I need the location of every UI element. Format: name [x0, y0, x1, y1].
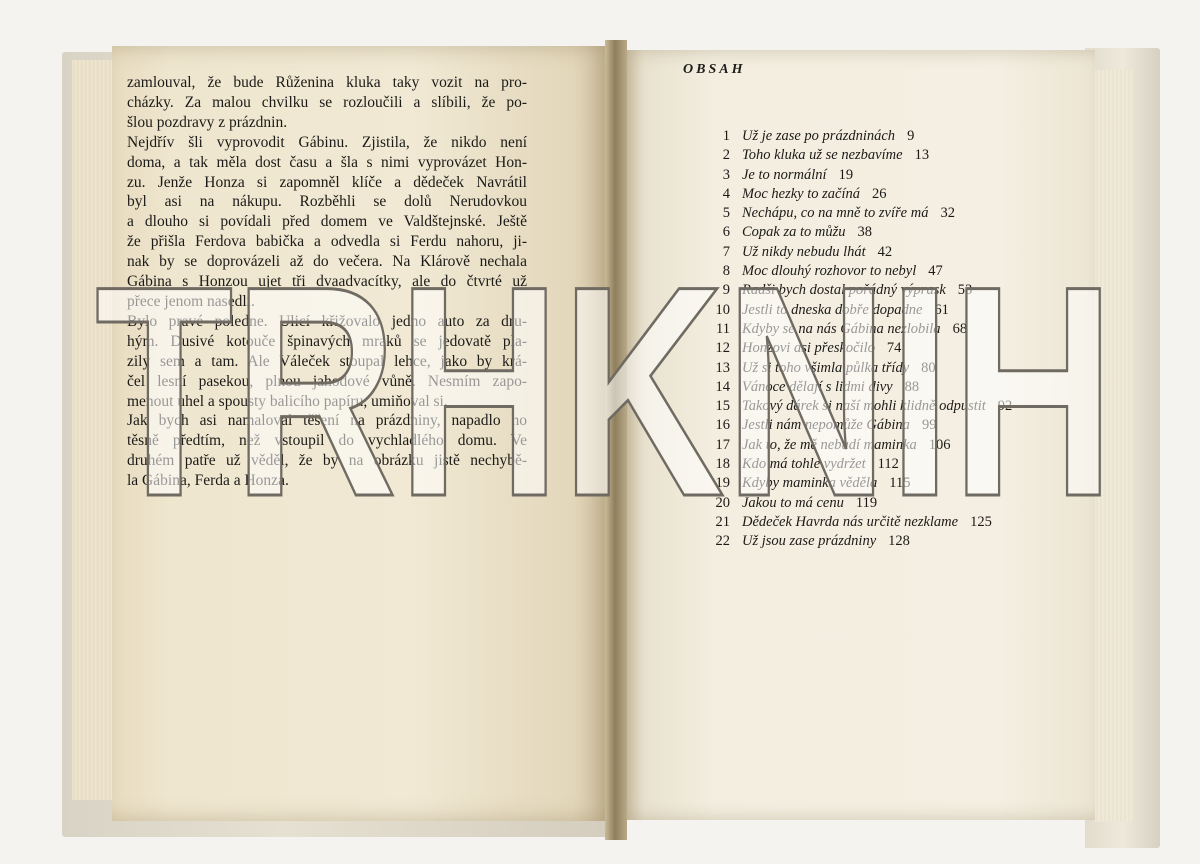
chapter-number: 12 [715, 340, 730, 357]
chapter-title-text: Dědeček Havrda nás určitě nezklame [742, 513, 959, 530]
chapter-page-number: 128 [888, 533, 910, 550]
chapter-title-text: Toho kluka už se nezbavíme [742, 147, 903, 164]
text-line: šlou pozdravy z prázdnin. [127, 113, 288, 131]
chapter-number: 3 [722, 166, 730, 183]
chapter-page-number: 115 [889, 475, 911, 492]
chapter-title [742, 167, 853, 184]
text-line: menout uhel a spousty balicího papíru, umiňoval si. [127, 392, 448, 410]
chapter-number: 7 [722, 243, 730, 260]
text-line: Jak bych asi namaloval těšení na prázdniny, napadlo ho [127, 412, 527, 430]
chapter-number: 21 [715, 513, 730, 530]
chapter-title-text: Radši bych dostal pořádný výprask [742, 282, 946, 299]
text-line: zamlouval, že bude Růženina kluka taky vozit na pro- [127, 74, 527, 91]
chapter-title-text: Kdyby maminka věděla [742, 475, 878, 492]
chapter-page-number: 38 [857, 224, 873, 241]
toc-entry [700, 186, 1060, 205]
chapter-title-text: Jakou to má cenu [742, 494, 844, 511]
chapter-page-number: 47 [928, 263, 943, 280]
chapter-number: 13 [715, 359, 730, 376]
chapter-number: 4 [722, 185, 730, 202]
text-line: cházky. Za malou chvilku se rozloučili a slíbili, že po- [127, 93, 527, 111]
chapter-number: 15 [715, 398, 730, 415]
chapter-title [742, 224, 872, 241]
chapter-number: 16 [715, 417, 730, 434]
chapter-page-number: 42 [877, 243, 893, 260]
chapter-title-text: Kdyby se na nás Gábina nezlobila [742, 320, 941, 337]
chapter-number: 18 [715, 456, 730, 473]
chapter-title [742, 533, 910, 550]
text-line: čel lesní pasekou, plnou jahodové vůně. Nesmím zapo- [127, 372, 527, 390]
chapter-title-text: Jestli nám nepomůže Gábina [742, 417, 910, 434]
chapter-page-number: 80 [921, 359, 936, 376]
chapter-title-text: Moc hezky to začíná [742, 185, 860, 202]
text-line: nak by se doprovázeli až do večera. Na Klárově nechala [127, 253, 527, 271]
chapter-title-text: Jestli to dneska dobře dopadne [742, 301, 923, 318]
chapter-title-text: Už je zase po prázdninách [742, 128, 896, 144]
chapter-page-number: 74 [886, 340, 902, 357]
text-line: Gábina s Honzou ujet tři dvaadvacítky, ale do čtvrté už [127, 273, 527, 291]
chapter-title [742, 128, 914, 145]
text-line: zily sem a tam. Ale Váleček stoupal lehce, jako by krá- [127, 352, 527, 370]
chapter-title-text: Takový dárek si naší mohli klidně odpustit [742, 398, 986, 415]
chapter-title-text: Honzovi asi přeskočilo [742, 340, 875, 357]
toc-entry [700, 147, 1060, 166]
toc-entry [700, 128, 1060, 147]
chapter-title-text: Moc dlouhý rozhovor to nebyl [742, 263, 917, 280]
text-line: druhém patře už věděl, že by na obrázku jistě nechybě- [127, 452, 527, 470]
chapter-title-text: Už nikdy nebudu lhát [742, 243, 866, 260]
chapter-page-number: 99 [921, 417, 937, 434]
chapter-page-number: 119 [855, 494, 878, 511]
chapter-title-text: Vánoce dělají s lidmi divy [742, 378, 893, 395]
chapter-number: 8 [722, 263, 730, 280]
chapter-page-number: 19 [838, 166, 854, 183]
chapter-number: 5 [722, 205, 730, 222]
chapter-title-text: Nechápu, co na mně to zvíře má [742, 205, 929, 222]
chapter-title [742, 205, 955, 222]
chapter-number: 9 [722, 282, 730, 299]
chapter-page-number: 68 [952, 320, 968, 337]
toc-entry [700, 533, 1060, 552]
toc-entry [700, 224, 1060, 243]
text-line: Nejdřív šli vyprovodit Gábinu. Zjistila, že nikdo není [127, 133, 527, 151]
text-line: hým. Dusivé kotouče špinavých mraků se jedovatě pla- [127, 332, 527, 350]
chapter-title [742, 147, 929, 164]
text-line: la Gábina, Ferda a Honza. [127, 472, 289, 490]
chapter-title-text: Copak za to můžu [742, 224, 846, 241]
chapter-number: 10 [715, 301, 730, 318]
chapter-page-number: 13 [914, 147, 930, 164]
chapter-page-number: 9 [907, 128, 915, 144]
chapter-number: 1 [722, 128, 730, 144]
chapter-title-text: Kdo má tohle vydržet [742, 456, 866, 473]
chapter-title [742, 186, 886, 203]
text-line: Bylo pravé poledne. Ulicí křižovalo jedno auto za dru- [127, 312, 527, 330]
chapter-title-text: Už si toho všimla půlka třídy [742, 359, 910, 376]
chapter-page-number: 26 [871, 185, 887, 202]
chapter-page-number: 32 [940, 205, 955, 222]
toc-entry [700, 167, 1060, 186]
chapter-page-number: 112 [877, 456, 899, 473]
watermark-text: TRHKNIH [95, 255, 1115, 525]
chapter-page-number: 88 [904, 378, 920, 395]
chapter-number: 14 [715, 378, 730, 395]
chapter-number: 11 [716, 320, 730, 337]
text-line: byl asi na nákupu. Rozběhli se dolů Nerudovkou [127, 193, 527, 211]
text-line: doma, a tak měla dost času a šla s nimi vyprovázet Hon- [127, 153, 527, 171]
text-line: zu. Jenže Honza si zapomněl klíče a dědeček Navrátil [127, 173, 527, 191]
text-line: těsně předtím, než vstoupil do vychladlého domu. Ve [127, 432, 527, 450]
chapter-number: 17 [715, 436, 730, 453]
chapter-number: 6 [722, 224, 730, 241]
chapter-number: 20 [715, 494, 730, 511]
text-line: že přišla Ferdova babička a odvedla si Ferdu nahoru, ji- [127, 233, 527, 251]
chapter-title-text: Jak to, že mě nebudí maminka [742, 436, 917, 453]
chapter-title-text: Je to normální [742, 166, 827, 183]
chapter-number: 19 [715, 475, 730, 492]
contents-heading: OBSAH [683, 62, 746, 77]
chapter-page-number: 125 [970, 513, 992, 530]
text-line: a dlouho si povídali před domem ve Valdštejnské. Ještě [127, 213, 527, 231]
chapter-page-number: 53 [957, 282, 973, 299]
text-line: přece jenom nasedli. [127, 292, 255, 310]
chapter-number: 2 [722, 147, 730, 164]
chapter-page-number: 61 [934, 301, 949, 318]
chapter-title-text: Už jsou zase prázdniny [742, 533, 877, 550]
watermark [85, 255, 1125, 525]
toc-entry [700, 205, 1060, 224]
chapter-page-number: 92 [997, 398, 1013, 415]
chapter-number: 22 [715, 533, 730, 550]
chapter-page-number: 106 [928, 436, 951, 453]
